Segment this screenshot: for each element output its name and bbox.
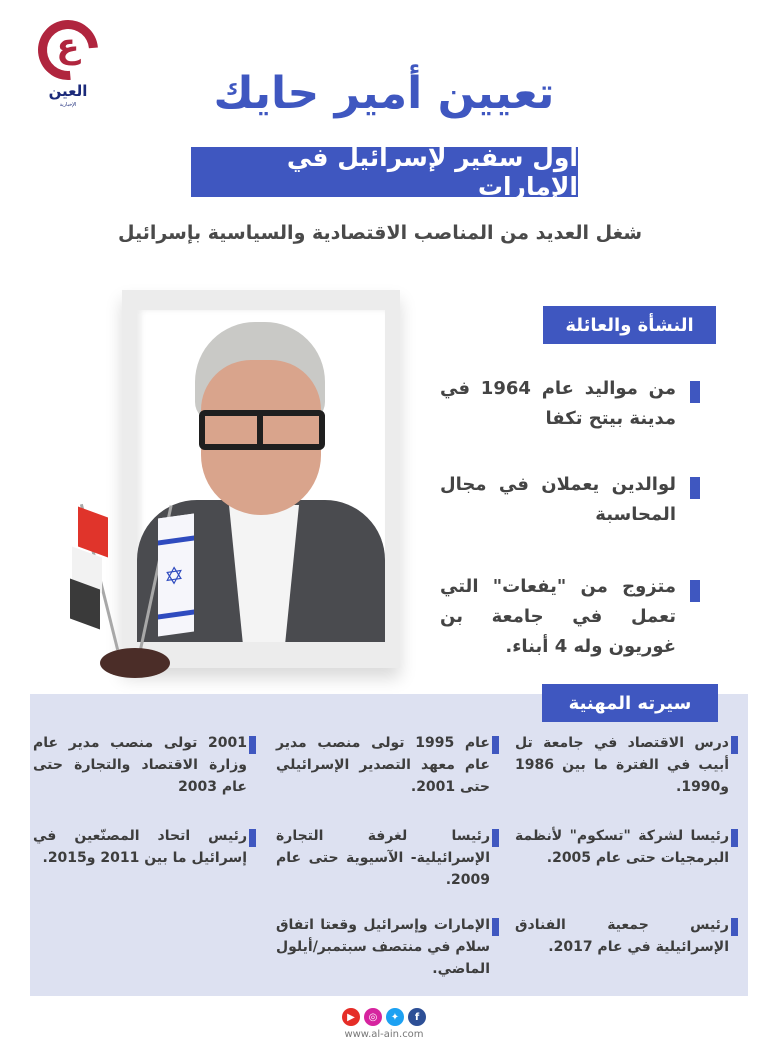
career-item: رئيسا لغرفة التجارة الإسرائيلية- الآسيوية حتى عام 2009. (276, 828, 490, 888)
bullet-icon (492, 829, 499, 847)
career-label (542, 684, 718, 722)
career-label-text: سيرته المهنية (568, 692, 692, 714)
page-title: تعيين أمير حايك (213, 68, 555, 119)
logo-glyph: ع (56, 26, 80, 66)
desk-flags (66, 498, 186, 688)
bullet-icon (690, 477, 700, 499)
subtitle-text: أول سفير لإسرائيل في الإمارات (286, 143, 578, 201)
bullet-icon (731, 829, 738, 847)
upbringing-label-text: النشأة والعائلة (565, 314, 694, 336)
uae-flag-icon (70, 512, 110, 624)
career-item: رئيس اتحاد المصنّعين في إسرائيل ما بين 2011 و2015. (33, 828, 247, 866)
bullet-icon (731, 736, 738, 754)
upbringing-item: لوالدين يعملان في مجال المحاسبة (440, 474, 676, 525)
instagram-icon[interactable]: ◎ (364, 1008, 382, 1026)
bullet-icon (690, 381, 700, 403)
bullet-icon (249, 736, 256, 754)
career-item: رئيسا لشركة "تسكوم" لأنظمة البرمجيات حتى عام 2005. (515, 828, 729, 866)
flag-base (100, 648, 170, 678)
logo-subtitle: الإخبارية (59, 102, 77, 108)
career-item: الإمارات وإسرائيل وقعتا اتفاق سلام في منتصف سبتمبر/أيلول الماضي. (276, 917, 490, 977)
upbringing-label (543, 306, 716, 344)
subtitle-banner (191, 143, 578, 201)
social-links (338, 1008, 430, 1028)
career-item: عام 1995 تولى منصب مدير عام معهد التصدير الإسرائيلي حتى 2001. (276, 735, 490, 795)
lead-text: شغل العديد من المناصب الاقتصادية والسياسية بإسرائيل (117, 222, 643, 244)
upbringing-item: من مواليد عام 1964 في مدينة بيتح تكفا (440, 378, 676, 429)
upbringing-item: متزوج من "يفعات" التي تعمل في جامعة بن غوريون وله 4 أبناء. (440, 576, 676, 657)
bullet-icon (731, 918, 738, 936)
israel-flag-icon: ✡ (158, 513, 194, 636)
glasses-icon (199, 410, 325, 450)
bullet-icon (249, 829, 256, 847)
facebook-icon[interactable]: f (408, 1008, 426, 1026)
career-item: رئيس جمعية الفنادق الإسرائيلية في عام 2017. (515, 917, 729, 955)
career-item: درس الاقتصاد في جامعة تل أبيب في الفترة ما بين 1986 و1990. (515, 735, 729, 795)
career-item: 2001 تولى منصب مدير عام وزارة الاقتصاد والتجارة حتى عام 2003 (33, 735, 247, 795)
bullet-icon (492, 918, 499, 936)
bullet-icon (492, 736, 499, 754)
logo-name: العين (48, 82, 88, 100)
bullet-icon (690, 580, 700, 602)
site-url[interactable]: www.al-ain.com (344, 1029, 424, 1040)
youtube-icon[interactable]: ▶ (342, 1008, 360, 1026)
twitter-icon[interactable]: ✦ (386, 1008, 404, 1026)
